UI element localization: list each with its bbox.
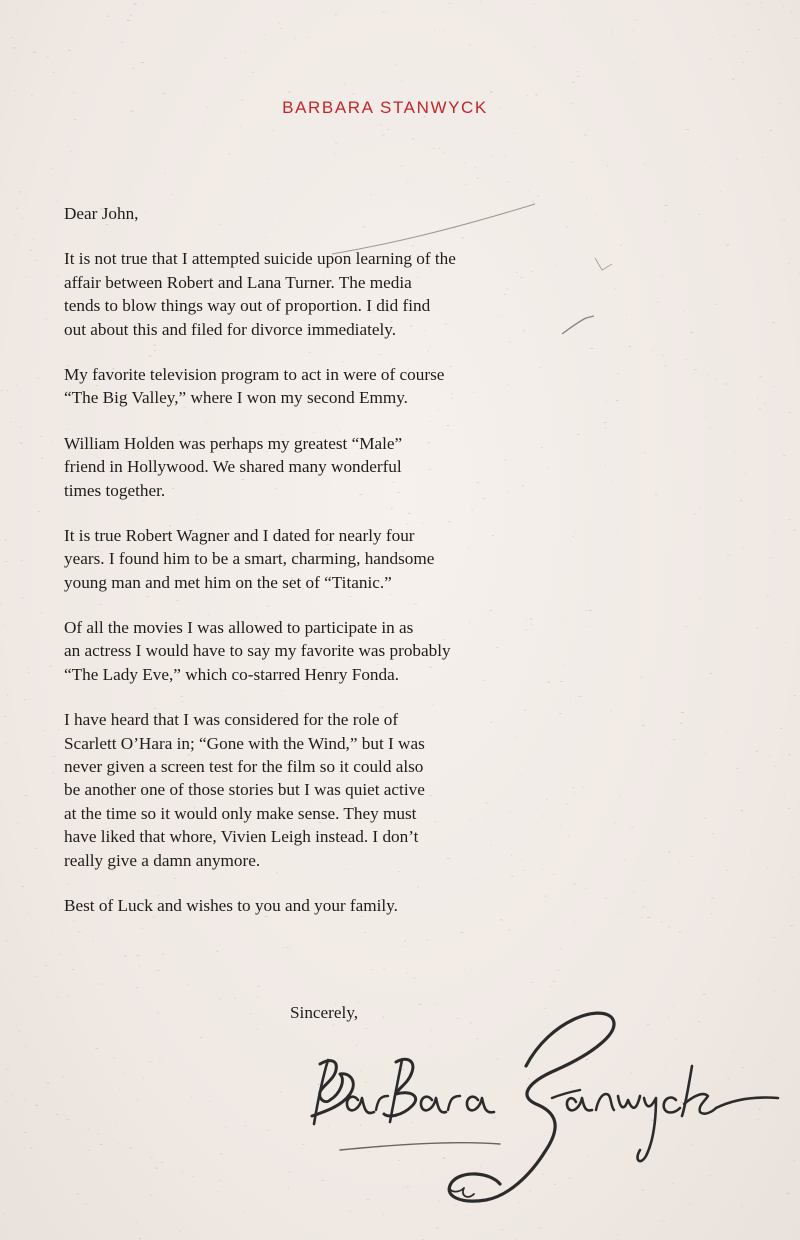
paragraph-line: young man and met him on the set of “Titanic.” xyxy=(64,572,392,592)
paragraph-line: It is true Robert Wagner and I dated for nearly four xyxy=(64,525,415,545)
paragraph-line: It is not true that I attempted suicide upon learning of the xyxy=(64,249,456,269)
paragraph xyxy=(64,524,584,594)
paragraph-line: friend in Hollywood. We shared many wonderful xyxy=(64,457,402,477)
pencil-tick-mark xyxy=(592,252,616,276)
paragraph xyxy=(64,247,584,341)
paragraphs xyxy=(64,247,584,917)
paragraph-line: affair between Robert and Lana Turner. The media xyxy=(64,272,412,292)
signature xyxy=(300,1000,800,1220)
paragraph xyxy=(64,616,584,686)
paragraph xyxy=(64,708,584,872)
paragraph-line: years. I found him to be a smart, charming, handsome xyxy=(64,549,435,569)
closing: Sincerely, xyxy=(290,1003,359,1022)
paragraph-line: Scarlett O’Hara in; “Gone with the Wind,” but I was xyxy=(64,733,425,753)
paragraph-line: times together. xyxy=(64,480,166,500)
paragraph-line: I have heard that I was considered for the role of xyxy=(64,710,399,730)
paragraph xyxy=(64,363,584,410)
salutation: Dear John, xyxy=(64,204,139,223)
paragraph-line: My favorite television program to act in were of course xyxy=(64,364,445,384)
paragraph-line: an actress I would have to say my favorite was probably xyxy=(64,641,451,661)
paragraph-line: never given a screen test for the film so it could also xyxy=(64,757,424,777)
paragraph-line: tends to blow things way out of proportion. I did find xyxy=(64,296,431,316)
paragraph-line: out about this and filed for divorce immediately. xyxy=(64,319,397,339)
paragraph-line: have liked that whore, Vivien Leigh instead. I don’t xyxy=(64,827,419,847)
paragraph-line: Best of Luck and wishes to you and your family. xyxy=(64,895,398,915)
letter-body xyxy=(64,202,584,917)
paragraph-line: William Holden was perhaps my greatest “Male” xyxy=(64,433,403,453)
paragraph xyxy=(64,432,584,502)
paragraph-line: Of all the movies I was allowed to participate in as xyxy=(64,618,414,638)
paragraph xyxy=(64,894,584,917)
paragraph-line: be another one of those stories but I was quiet active xyxy=(64,780,425,800)
paragraph-line: really give a damn anymore. xyxy=(64,850,261,870)
paragraph-line: “The Lady Eve,” which co-starred Henry Fonda. xyxy=(64,664,400,684)
paragraph-line: at the time so it would only make sense. They must xyxy=(64,803,417,823)
paragraph-line: “The Big Valley,” where I won my second Emmy. xyxy=(64,388,408,408)
letterhead: BARBARA STANWYCK xyxy=(282,98,488,117)
